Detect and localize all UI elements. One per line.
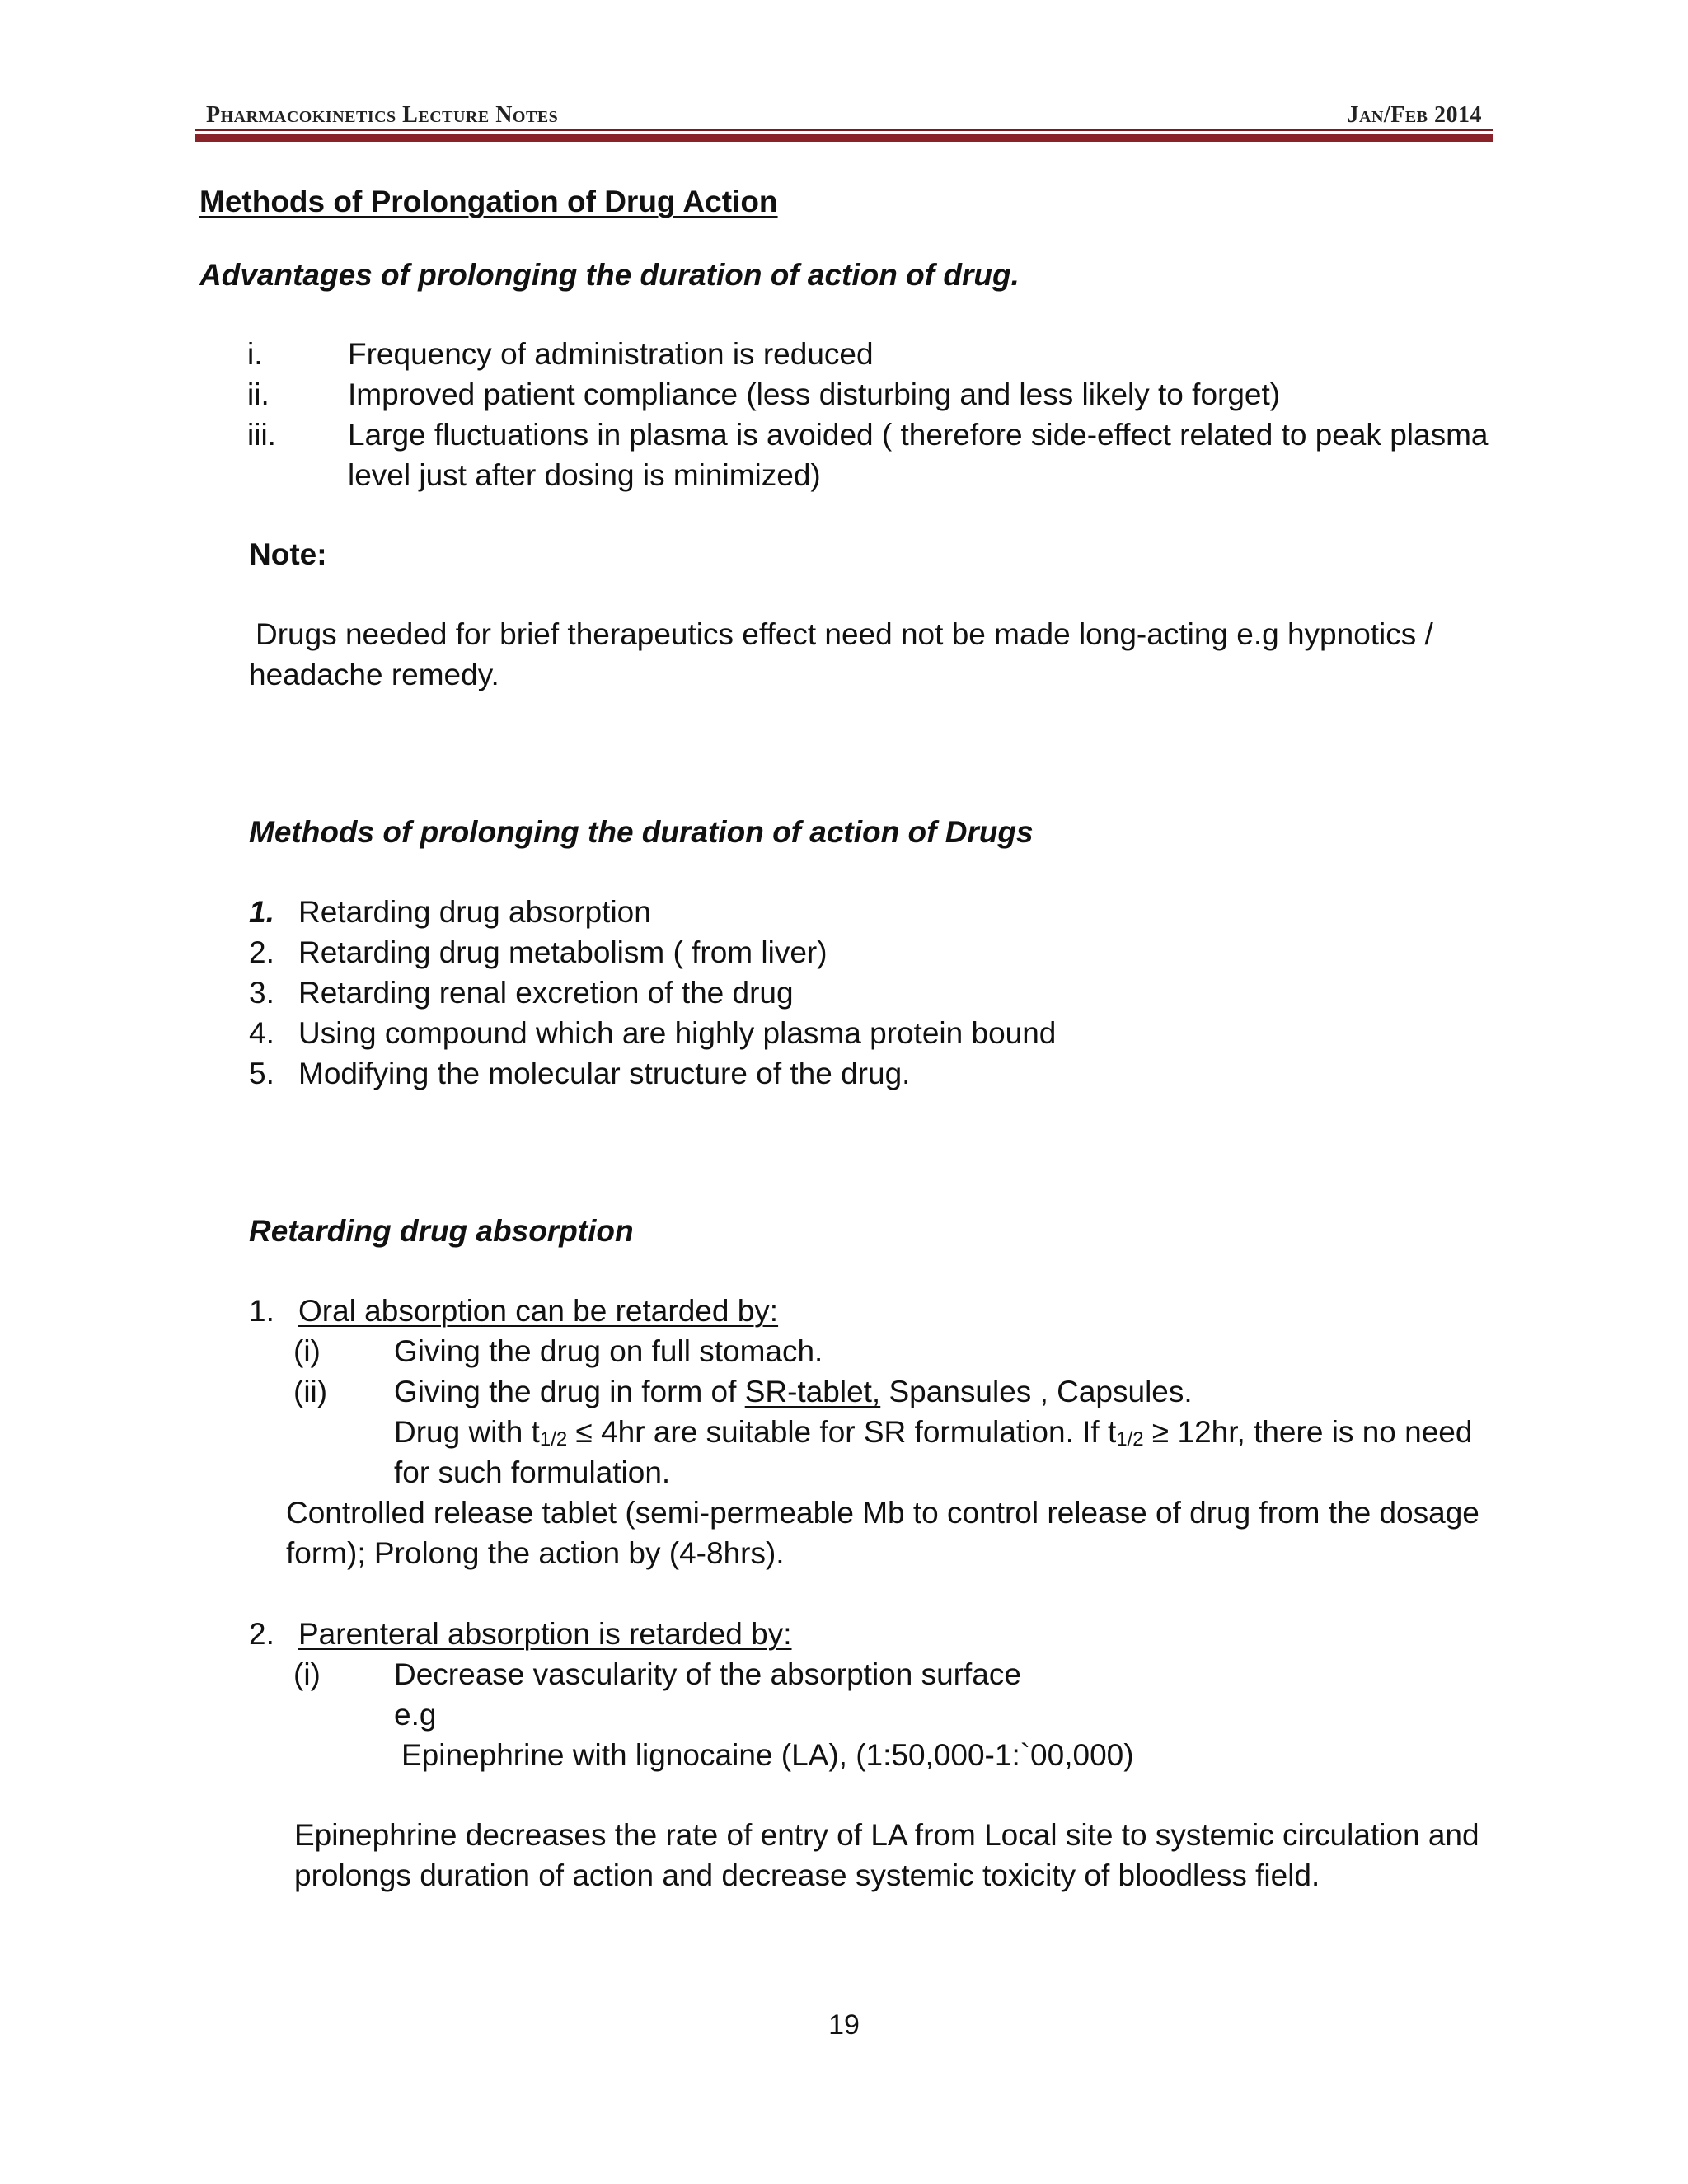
- epinephrine-para-line-2: prolongs duration of action and decrease systemic toxicity of bloodless field.: [294, 1858, 1320, 1892]
- method-item-5: Modifying the molecular structure of the drug.: [298, 1057, 911, 1090]
- parenteral-eg: e.g: [394, 1698, 437, 1732]
- oral-title: Oral absorption can be retarded by:: [298, 1294, 779, 1328]
- sr-text-b: ≤ 4hr are suitable for SR formulation. If t: [567, 1415, 1117, 1449]
- method-marker-5: 5.: [249, 1057, 274, 1090]
- running-header: [199, 97, 1493, 130]
- oral-marker: 1.: [249, 1294, 274, 1328]
- note-line-2: headache remedy.: [249, 658, 499, 691]
- method-marker-2: 2.: [249, 935, 274, 969]
- oral-i-text: Giving the drug on full stomach.: [394, 1334, 823, 1368]
- advantage-item-1: Frequency of administration is reduced: [348, 337, 874, 371]
- advantage-item-3: Large fluctuations in plasma is avoided ( therefore side-effect related to peak plasma: [348, 418, 1489, 452]
- advantage-item-2: Improved patient compliance (less disturbing and less likely to forget): [348, 377, 1281, 411]
- method-marker-1: 1.: [249, 895, 274, 929]
- parenteral-i-text: Decrease vascularity of the absorption surface: [394, 1657, 1021, 1691]
- half-life-subscript-1: 1/2: [539, 1428, 568, 1451]
- oral-ii-text: [394, 1371, 1193, 1412]
- advantage-marker-2: ii.: [247, 377, 270, 411]
- header-rule-thick: [195, 134, 1493, 142]
- method-marker-3: 3.: [249, 976, 274, 1010]
- note-label: Note:: [249, 537, 327, 571]
- parenteral-example: Epinephrine with lignocaine (LA), (1:50,000-1:`00,000): [401, 1738, 1134, 1772]
- controlled-release-line-2: form); Prolong the action by (4-8hrs).: [286, 1536, 785, 1570]
- sr-criteria-line-2: for such formulation.: [394, 1455, 671, 1489]
- method-item-2: Retarding drug metabolism ( from liver): [298, 935, 828, 969]
- half-life-subscript-2: 1/2: [1116, 1428, 1144, 1451]
- oral-ii-pre: Giving the drug in form of: [394, 1375, 745, 1408]
- header-rule-thin: [195, 129, 1493, 131]
- parenteral-i-marker: (i): [293, 1657, 321, 1691]
- advantage-marker-1: i.: [247, 337, 263, 371]
- advantage-item-3-continued: level just after dosing is minimized): [348, 458, 821, 492]
- sr-text-c: ≥ 12hr, there is no need: [1143, 1415, 1473, 1449]
- parenteral-title: Parenteral absorption is retarded by:: [298, 1617, 792, 1651]
- oral-ii-post: Spansules , Capsules.: [880, 1375, 1193, 1408]
- method-item-3: Retarding renal excretion of the drug: [298, 976, 794, 1010]
- method-marker-4: 4.: [249, 1016, 274, 1050]
- page-title: Methods of Prolongation of Drug Action: [199, 185, 778, 218]
- note-line-1: Drugs needed for brief therapeutics effect need not be made long-acting e.g hypnotics /: [256, 617, 1433, 651]
- method-item-4: Using compound which are highly plasma protein bound: [298, 1016, 1057, 1050]
- sr-tablet-term: SR-tablet,: [744, 1375, 881, 1408]
- advantages-heading: Advantages of prolonging the duration of action of drug.: [199, 258, 1020, 292]
- parenteral-marker: 2.: [249, 1617, 274, 1651]
- page-number: 19: [828, 2009, 860, 2041]
- methods-heading: Methods of prolonging the duration of action of Drugs: [249, 815, 1034, 849]
- advantage-marker-3: iii.: [247, 418, 276, 452]
- method-item-1: Retarding drug absorption: [298, 895, 651, 929]
- controlled-release-line-1: Controlled release tablet (semi-permeable Mb to control release of drug from the dosage: [286, 1496, 1479, 1530]
- header-date: Jan/Feb 2014: [1347, 102, 1482, 128]
- oral-i-marker: (i): [293, 1334, 321, 1368]
- oral-ii-marker: (ii): [293, 1375, 328, 1408]
- epinephrine-para-line-1: Epinephrine decreases the rate of entry of LA from Local site to systemic circulation and: [294, 1818, 1479, 1852]
- retarding-heading: Retarding drug absorption: [249, 1214, 634, 1248]
- header-title: Pharmacokinetics Lecture Notes: [206, 102, 559, 128]
- sr-text-a: Drug with t: [394, 1415, 540, 1449]
